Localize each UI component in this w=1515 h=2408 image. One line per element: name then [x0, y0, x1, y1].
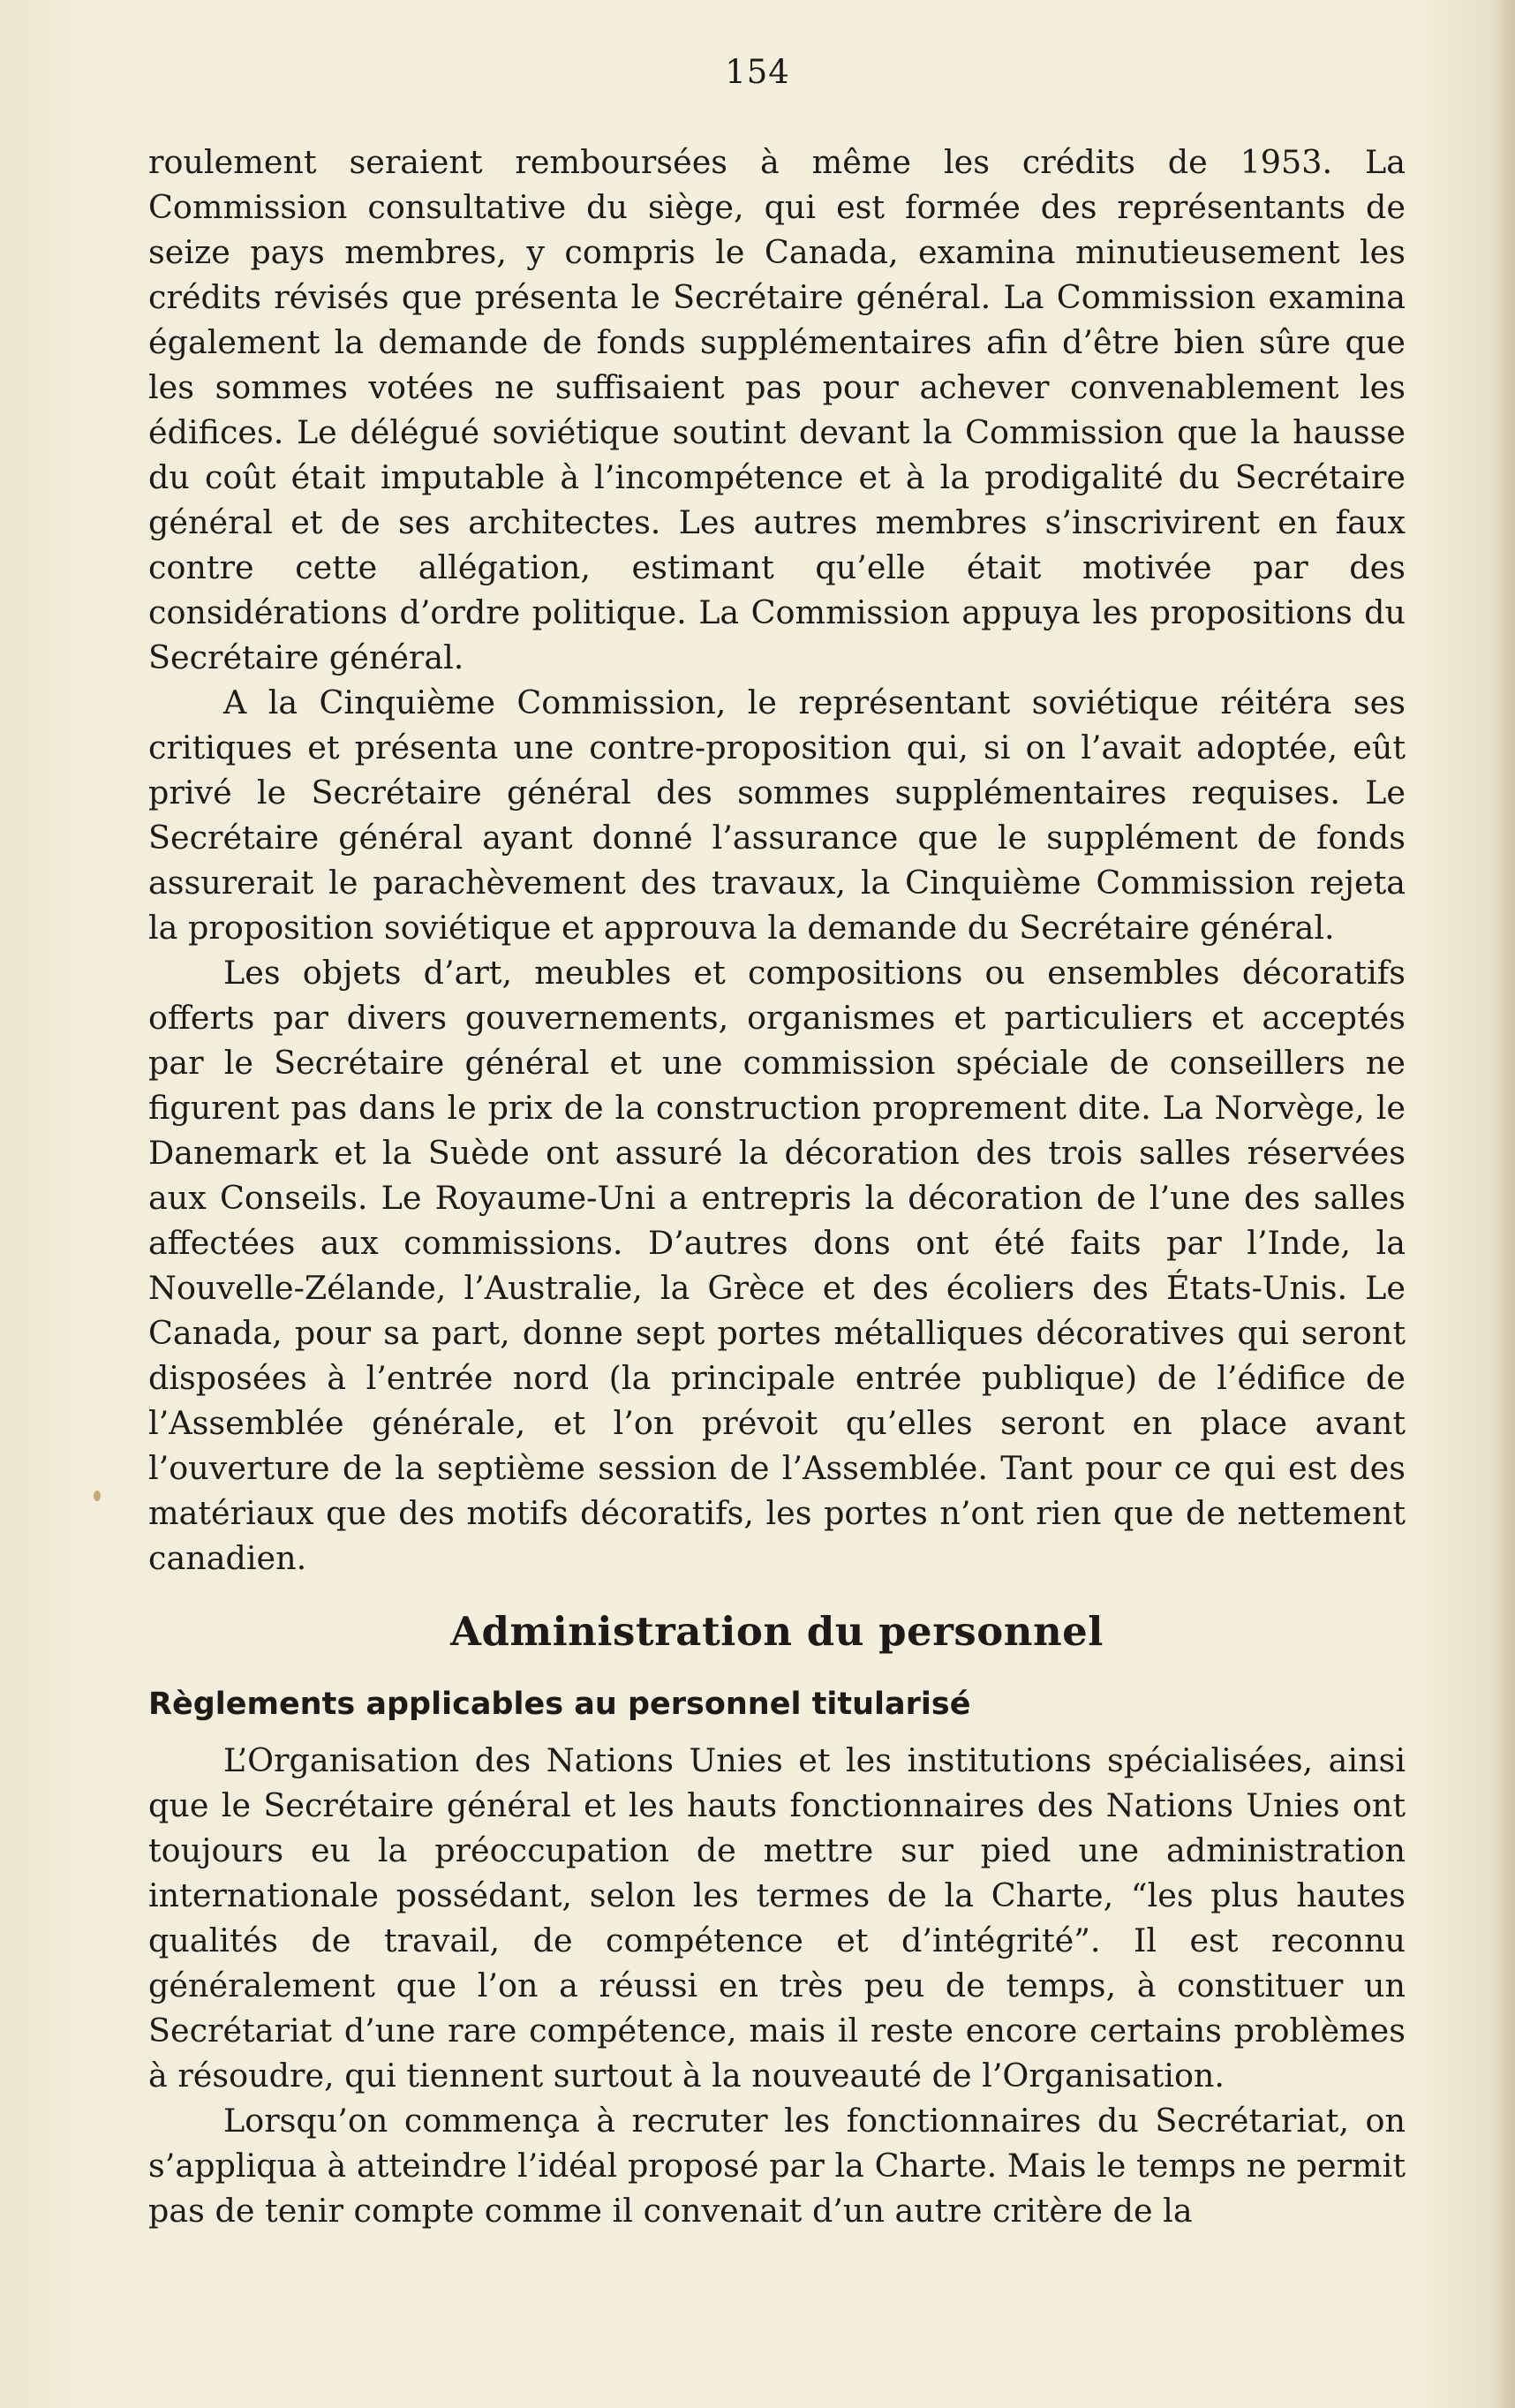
paragraph-recruitment: Lorsqu’on commença à recruter les fonctionnaires du Secrétariat, on s’appliqua à atteindre l’idéal proposé par la Charte. Mais le temps ne permit pas de tenir compte comme il convenait d’un autre critère de la — [148, 2102, 1406, 2230]
subsection-title: Règlements applicables au personnel titularisé — [148, 1687, 971, 1722]
section-title: Administration du personnel — [450, 1608, 1104, 1655]
paragraph-fifth-commission: A la Cinquième Commission, le représentant soviétique réitéra ses critiques et présenta une contre-proposition qui, si on l’avait adoptée, eût privé le Secrétaire général des sommes supplémentaires requises. Le Secrétaire général ayant donné l’assurance que le supplément de fonds assurerait le parachèvement des travaux, la Cinquième Commission rejeta la proposition soviétique et approuva la demande du Secrétaire général. — [148, 683, 1406, 947]
paragraph-art-objects: Les objets d’art, meubles et compositions ou ensembles décoratifs offerts par divers gouvernements, organismes et particuliers et acceptés par le Secrétaire général et une commission spéciale de conseillers ne figurent pas dans le prix de la construction proprement dite. La Norvège, le Danemark et la Suède ont assuré la décoration des trois salles réservées aux Conseils. Le Royaume-Uni a entrepris la décoration de l’une des salles affectées aux commissions. D’autres dons ont été faits par l’Inde, la Nouvelle-Zélande, l’Australie, la Grèce et des écoliers des États-Unis. Le Canada, pour sa part, donne sept portes métalliques décoratives qui seront disposées à l’entrée nord (la principale entrée publique) de l’édifice de l’Assemblée générale, et l’on prévoit qu’elles seront en place avant l’ouverture de la septième session de l’Assemblée. Tant pour ce qui est des matériaux que des motifs décoratifs, les portes n’ont rien que de nettement canadien. — [148, 954, 1406, 1577]
paper-speck — [94, 1491, 101, 1501]
paragraph-organisation: L’Organisation des Nations Unies et les institutions spécialisées, ainsi que le Secrétaire général et les hauts fonctionnaires des Nations Unies ont toujours eu la préoccupation de mettre sur pied une administration internationale possédant, selon les termes de la Charte, “les plus hautes qualités de travail, de compétence et d’intégrité”. Il est reconnu généralement que l’on a réussi en très peu de temps, à constituer un Secrétariat d’une rare compétence, mais il reste encore certains problèmes à résoudre, qui tiennent surtout à la nouveauté de l’Organisation. — [148, 1741, 1406, 2095]
page-spine-shadow — [1492, 0, 1515, 2408]
paragraph-continuation: roulement seraient remboursées à même les crédits de 1953. La Commission consultative du siège, qui est formée des représentants de seize pays membres, y compris le Canada, examina minutieusement les crédits révisés que présenta le Secrétaire général. La Commission examina également la demande de fonds supplémentaires afin d’être bien sûre que les sommes votées ne suffisaient pas pour achever convenablement les édifices. Le délégué soviétique soutint devant la Commission que la hausse du coût était imputable à l’incompétence et à la prodigalité du Secrétaire général et de ses architectes. Les autres membres s’inscrivirent en faux contre cette allégation, estimant qu’elle était motivée par des considérations d’ordre politique. La Commission appuya les propositions du Secrétaire général. — [148, 143, 1406, 676]
text-column — [148, 140, 1406, 2233]
page-number: 154 — [725, 53, 790, 91]
